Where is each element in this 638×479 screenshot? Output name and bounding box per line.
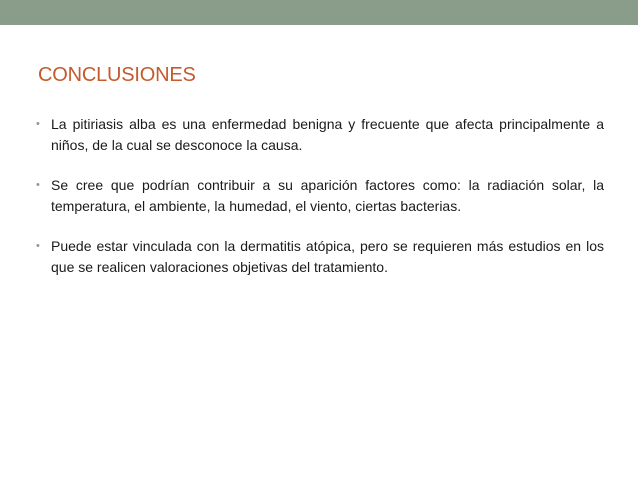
bullet-icon: •	[36, 240, 40, 252]
bullet-item	[36, 175, 604, 217]
bullet-icon: •	[36, 179, 40, 191]
bullet-text: La pitiriasis alba es una enfermedad benigna y frecuente que afecta principalmente a niños, de la cual se desconoce la causa.	[51, 116, 604, 153]
bullet-icon: •	[36, 118, 40, 130]
bullet-list	[36, 114, 604, 297]
slide-title: CONCLUSIONES	[38, 64, 196, 86]
bullet-item	[36, 114, 604, 156]
bullet-text: Puede estar vinculada con la dermatitis atópica, pero se requieren más estudios en los que se realicen valoraciones objetivas del tratamiento.	[51, 238, 604, 275]
bullet-item	[36, 236, 604, 278]
bullet-text: Se cree que podrían contribuir a su aparición factores como: la radiación solar, la temperatura, el ambiente, la humedad, el viento, ciertas bacterias.	[51, 177, 604, 214]
top-accent-bar	[0, 0, 638, 25]
